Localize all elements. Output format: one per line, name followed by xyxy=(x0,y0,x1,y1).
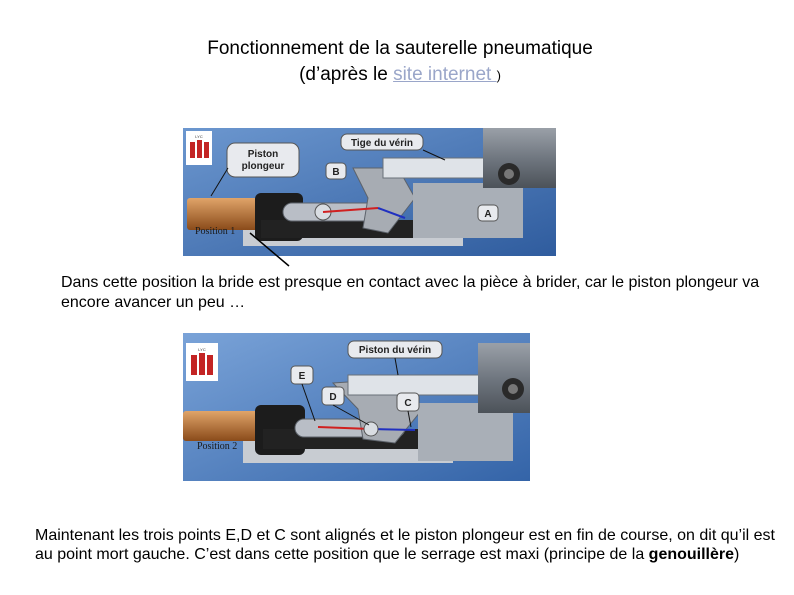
clamp-diagram-2 xyxy=(183,333,530,481)
logo-text: LYC xyxy=(198,347,206,352)
site-link[interactable]: site internet xyxy=(393,64,497,85)
caption2-end: ) xyxy=(734,546,740,563)
verin-cylinder xyxy=(483,128,556,188)
label-e: E xyxy=(298,371,306,382)
label-d: D xyxy=(329,392,337,403)
position-label-2: Position 2 xyxy=(197,441,238,452)
title-prefix: (d’après le xyxy=(299,64,394,85)
label-b: B xyxy=(332,167,340,178)
verin-cylinder xyxy=(478,343,530,413)
caption-position-2 xyxy=(35,526,780,564)
page-title xyxy=(120,36,680,89)
caption2-text: Maintenant les trois points E,D et C sont alignés et le piston plongeur est en fin de course, on dit qu’il est au point mort gauche. C’est dans cette position que le serrage est maxi (principe de la xyxy=(35,527,775,563)
label-plongeur: plongeur xyxy=(241,161,285,172)
caption-position-1: Dans cette position la bride est presque en contact avec la pièce à brider, car le piston plongeur va encore avancer un peu … xyxy=(61,274,760,311)
title-suffix: ) xyxy=(496,68,501,83)
label-c: C xyxy=(404,398,412,409)
label-piston: Piston xyxy=(247,149,279,160)
label-tige: Tige du vérin xyxy=(350,138,414,149)
figure-position-1 xyxy=(183,128,556,256)
figure-position-2 xyxy=(183,333,530,481)
copper-workpiece xyxy=(183,411,258,441)
logo-text: LYC xyxy=(195,134,203,139)
title-line-2 xyxy=(120,62,680,89)
cylinder-mount xyxy=(413,183,523,238)
position-label-1: Position 1 xyxy=(195,226,236,237)
caption2-bold: genouillère xyxy=(648,546,735,563)
clamp-diagram-1 xyxy=(183,128,556,256)
label-piston-verin: Piston du vérin xyxy=(358,345,432,356)
title-line-1: Fonctionnement de la sauterelle pneumatique xyxy=(207,38,593,59)
label-a: A xyxy=(484,209,492,220)
